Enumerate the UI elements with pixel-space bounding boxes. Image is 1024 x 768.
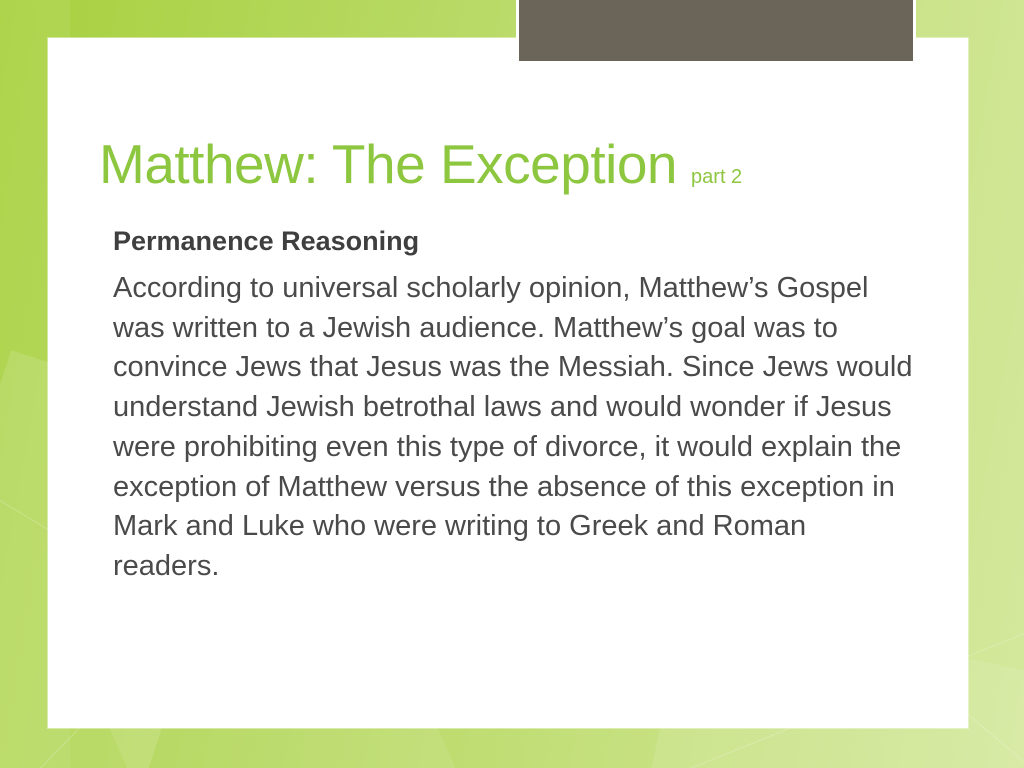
- slide-title-row: [85, 133, 931, 195]
- slide-title-suffix: part 2: [691, 166, 743, 188]
- section-heading: Permanence Reasoning: [113, 226, 420, 256]
- slide-title: Matthew: The Exception: [99, 133, 678, 195]
- body-paragraph: According to universal scholarly opinion, Matthew’s Gospel was written to a Jewish audience. Matthew’s goal was to convince Jews that Jesus was the Messiah. Since Jews would understand Jewish betrothal laws and would wonder if Jesus were prohibiting even this type of divorce, it would explain the exception of Matthew versus the absence of this exception in Mark and Luke who were writing to Greek and Roman readers.: [113, 272, 913, 583]
- slide-content-panel: [48, 38, 968, 728]
- slide-header-tab: [516, 0, 916, 64]
- slide-body: [85, 226, 931, 587]
